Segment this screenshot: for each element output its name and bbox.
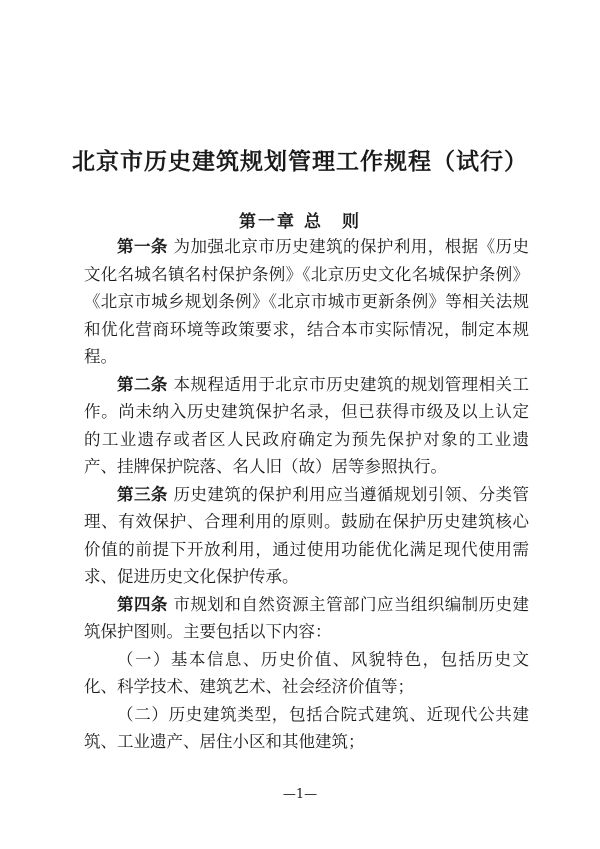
article-text: 本规程适用于北京市历史建筑的规划管理相关工作。尚未纳入历史建筑保护名录，但已获得市级及以上认定的工业遗存或者区人民政府确定为预先保护对象的工业遗产、挂牌保护院落、名人旧（故）居等参照执行。 [84, 374, 529, 476]
article-4 [84, 591, 529, 646]
page-number: —1— [282, 787, 318, 802]
article-4-item-1 [84, 646, 529, 701]
article-text: 为加强北京市历史建筑的保护利用，根据《历史文化名城名镇名村保护条例》《北京历史文化名城保护条例》《北京市城乡规划条例》《北京市城市更新条例》等相关法规和优化营商环境等政策要求，结合本市实际情况，制定本规程。 [84, 237, 529, 366]
article-label: 第四条 [117, 594, 168, 614]
article-4-item-2 [84, 701, 529, 756]
article-3 [84, 481, 529, 591]
article-label: 第一条 [117, 237, 168, 256]
article-text: （二）历史建筑类型，包括合院式建筑、近现代公共建筑、工业遗产、居住小区和其他建筑； [84, 704, 529, 751]
article-2 [84, 371, 529, 481]
article-text: 市规划和自然资源主管部门应当组织编制历史建筑保护图则。主要包括以下内容： [84, 594, 529, 641]
article-1 [84, 233, 529, 371]
chapter-heading: 第一章 总 则 [239, 212, 361, 232]
article-label: 第二条 [117, 374, 168, 394]
article-text: 历史建筑的保护利用应当遵循规划引领、分类管理、有效保护、合理利用的原则。鼓励在保护历史建筑核心价值的前提下开放利用，通过使用功能优化满足现代使用需求、促进历史文化保护传承。 [84, 484, 529, 586]
article-text: （一）基本信息、历史价值、风貌特色，包括历史文化、科学技术、建筑艺术、社会经济价值等； [84, 649, 529, 696]
article-label: 第三条 [117, 484, 168, 504]
document-title: 北京市历史建筑规划管理工作规程（试行） [72, 148, 528, 175]
document-body [84, 233, 529, 756]
